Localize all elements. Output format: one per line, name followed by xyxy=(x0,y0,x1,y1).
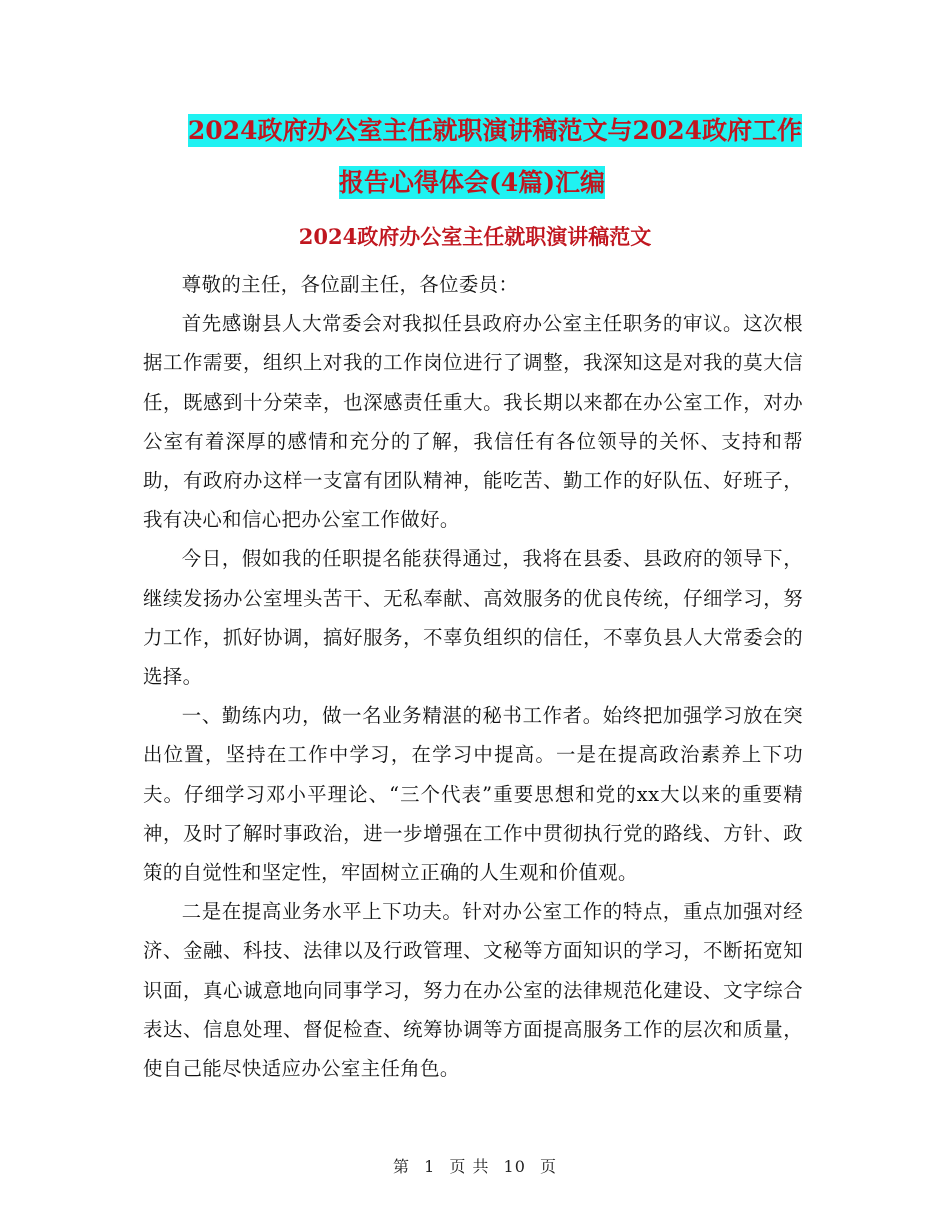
paragraph: 一、勤练内功，做一名业务精湛的秘书工作者。始终把加强学习放在突出位置，坚持在工作中学习，在学习中提高。一是在提高政治素养上下功夫。仔细学习邓小平理论、“三个代表”重要思想和党的xx大以来的重要精神，及时了解时事政治，进一步增强在工作中贯彻执行党的路线、方针、政策的自觉性和坚定性，牢固树立正确的人生观和价值观。 xyxy=(143,704,803,885)
footer-mid: 页 共 xyxy=(449,1157,490,1176)
title-line-2: 报告心得体会(4篇)汇编 xyxy=(338,168,606,197)
total-page-count: 10 xyxy=(503,1157,526,1176)
paragraph: 二是在提高业务水平上下功夫。针对办公室工作的特点，重点加强对经济、金融、科技、法律以及行政管理、文秘等方面知识的学习，不断拓宽知识面，真心诚意地向同事学习，努力在办公室的法律规范化建设、文字综合表达、信息处理、督促检查、统筹协调等方面提高服务工作的层次和质量，使自己能尽快适应办公室主任角色。 xyxy=(143,900,803,1081)
footer-suffix: 页 xyxy=(540,1157,558,1176)
current-page-number: 1 xyxy=(424,1157,436,1176)
page-footer xyxy=(0,1154,950,1177)
paragraph: 今日，假如我的任职提名能获得通过，我将在县委、县政府的领导下，继续发扬办公室埋头苦干、无私奉献、高效服务的优良传统，仔细学习，努力工作，抓好协调，搞好服务，不辜负组织的信任，不辜负县人大常委会的选择。 xyxy=(143,547,803,689)
section-title: 2024政府办公室主任就职演讲稿范文 xyxy=(298,224,652,249)
title-line-1: 2024政府办公室主任就职演讲稿范文与2024政府工作 xyxy=(187,116,803,145)
paragraph-salutation: 尊敬的主任，各位副主任，各位委员： xyxy=(181,273,519,296)
document-body xyxy=(143,265,803,1088)
paragraph: 首先感谢县人大常委会对我拟任县政府办公室主任职务的审议。这次根据工作需要，组织上对我的工作岗位进行了调整，我深知这是对我的莫大信任，既感到十分荣幸，也深感责任重大。我长期以来都在办公室工作，对办公室有着深厚的感情和充分的了解，我信任有各位领导的关怀、支持和帮助，有政府办这样一支富有团队精神，能吃苦、勤工作的好队伍、好班子，我有决心和信心把办公室工作做好。 xyxy=(143,312,803,532)
document-title xyxy=(0,106,950,208)
footer-prefix: 第 xyxy=(392,1157,410,1176)
